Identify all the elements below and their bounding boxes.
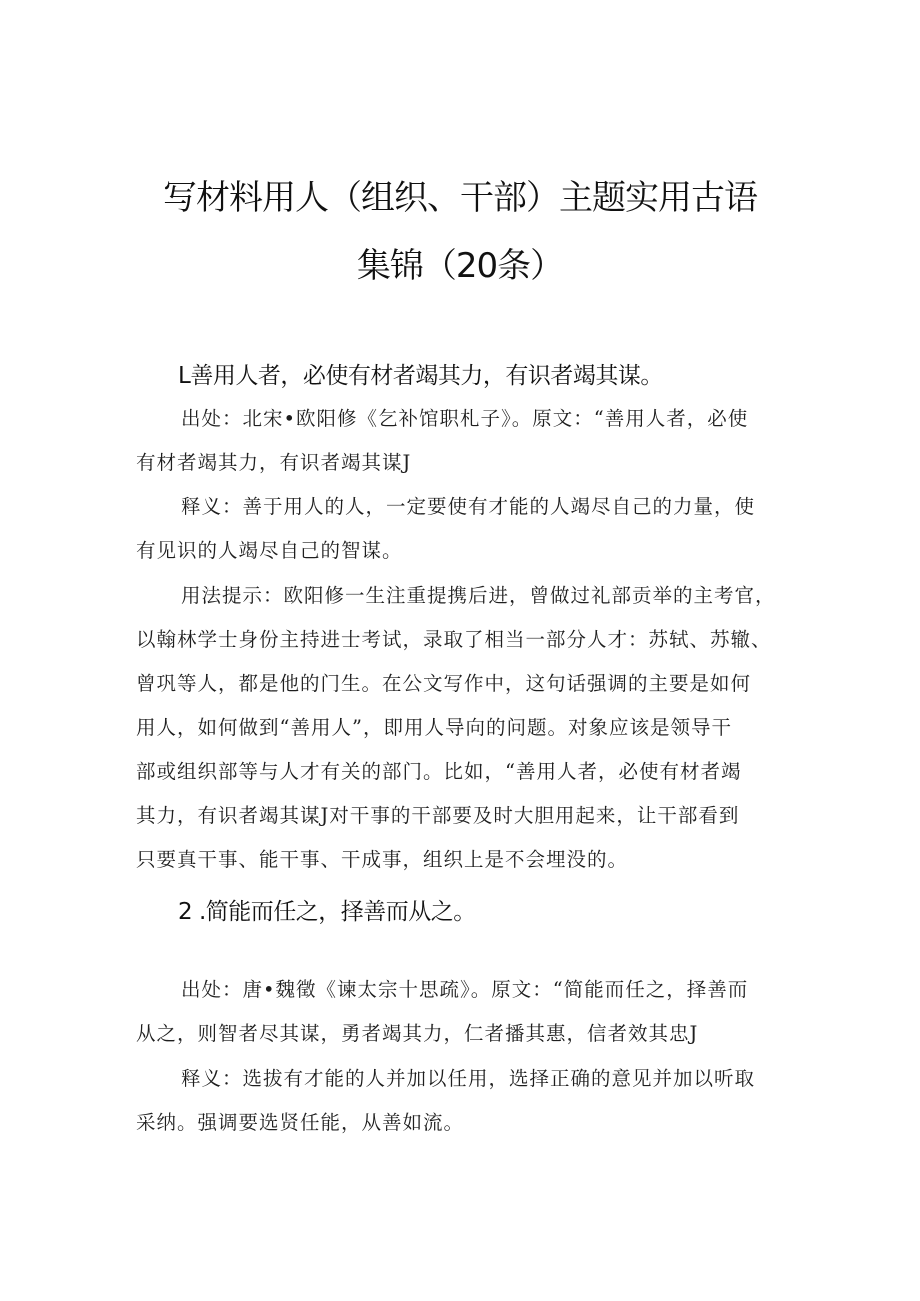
document-title-line-1: 写材料用人（组织、干部）主题实用古语	[163, 178, 757, 218]
section-1-meaning-line-1: 释义：善于用人的人，一定要使有才能的人竭尽自己的力量，使	[181, 495, 756, 518]
section-1-usage-line-2: 以翰林学士身份主持进士考试，录取了相当一部分人才：苏轼、苏辙、	[136, 628, 772, 651]
section-2-heading: 2 .简能而任之，择善而从之。	[178, 899, 476, 925]
section-2-meaning-line-2: 采纳。强调要选贤任能，从善如流。	[136, 1111, 465, 1134]
section-2-source-line-1: 出处：唐•魏徵《谏太宗十思疏》。原文：“简能而任之，择善而	[181, 978, 749, 1001]
section-1-source-line-1: 出处：北宋•欧阳修《乞补馆职札子》。原文：“善用人者，必使	[181, 407, 749, 430]
section-1-usage-line-1: 用法提示：欧阳修一生注重提携后进，曾做过礼部贡举的主考官，	[181, 584, 776, 607]
section-1-heading: L善用人者，必使有材者竭其力，有识者竭其谋。	[178, 363, 663, 389]
section-1-meaning-line-2: 有见识的人竭尽自己的智谋。	[136, 539, 403, 562]
section-1-source-line-2: 有材者竭其力，有识者竭其谋J	[136, 451, 412, 474]
document-title-line-2: 集锦（20条）	[356, 246, 564, 286]
section-1-usage-line-3: 曾巩等人，都是他的门生。在公文写作中，这句话强调的主要是如何	[136, 672, 752, 695]
section-1-usage-line-4: 用人，如何做到“善用人”，即用人导向的问题。对象应该是领导干	[136, 716, 732, 739]
section-1-usage-line-7: 只要真干事、能干事、干成事，组织上是不会埋没的。	[136, 848, 629, 871]
section-2-meaning-line-1: 释义：选拔有才能的人并加以任用，选择正确的意见并加以听取	[181, 1067, 756, 1090]
section-1-usage-line-5: 部或组织部等与人才有关的部门。比如，“善用人者，必使有材者竭	[136, 760, 742, 783]
section-2-source-line-2: 从之，则智者尽其谋，勇者竭其力，仁者播其惠，信者效其忠J	[136, 1022, 699, 1045]
section-1-usage-line-6: 其力，有识者竭其谋J对干事的干部要及时大胆用起来，让干部看到	[136, 804, 740, 827]
